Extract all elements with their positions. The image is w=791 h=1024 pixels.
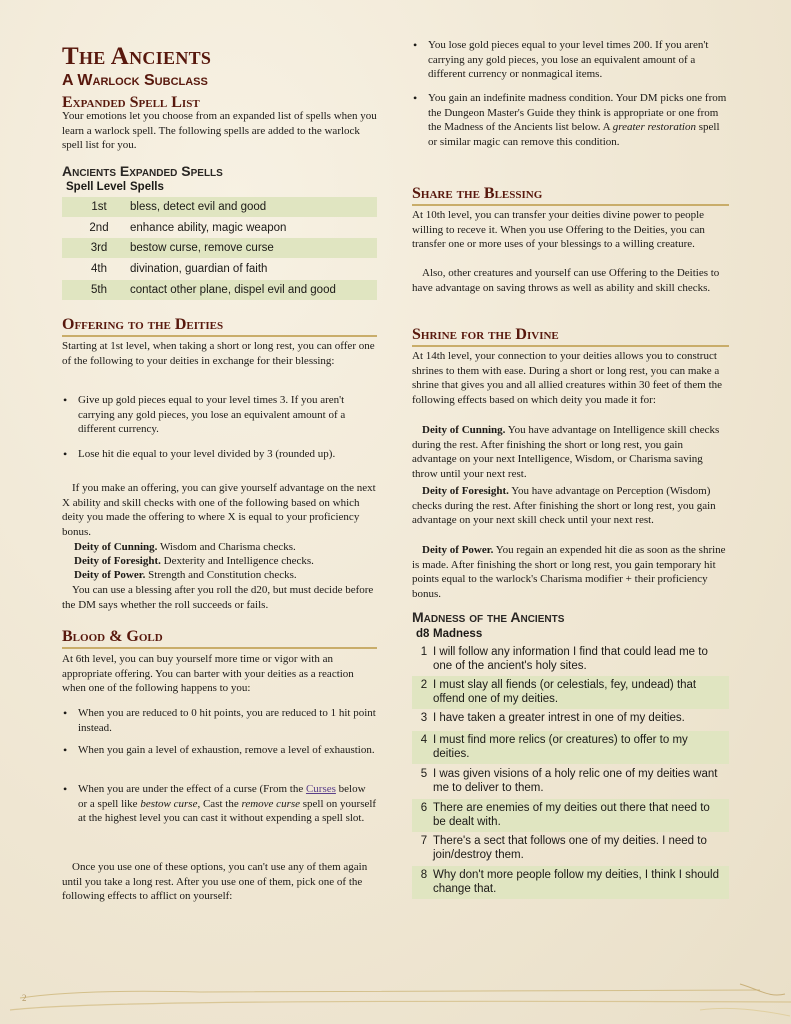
col-spells: Spells	[130, 181, 164, 193]
offering-deity-power: Deity of Power. Strength and Constitution checks.	[74, 569, 297, 581]
offering-bullet: • Give up gold pieces equal to your level times 3. If you aren't carrying any gold pieces, you lose an equivalent amount of a different currency.	[62, 393, 377, 437]
offering-deity-cunning: Deity of Cunning. Wisdom and Charisma checks.	[74, 541, 296, 553]
madness-number: 2	[420, 679, 428, 691]
offering-intro: Starting at 1st level, when taking a short or long rest, you can offer one of the following to your deities in exchange for their blessing:	[62, 340, 375, 367]
spell-row	[62, 197, 377, 217]
madness-row	[412, 765, 729, 798]
blood-gold-closing: Once you use one of these options, you can't use any of them again until you take a long rest. After you use one of them, pick one of the following effects to afflict on yourself:	[62, 861, 368, 902]
heading-rule	[412, 345, 729, 347]
madness-text: There's a sect that follows one of my deities. I need to join/destroy them.	[433, 835, 707, 861]
madness-row	[412, 731, 729, 764]
spell-row	[62, 238, 377, 258]
madness-text: Why don't more people follow my deities, I think I should change that.	[433, 869, 720, 895]
page-title: The Ancients	[62, 43, 212, 70]
madness-row	[412, 799, 729, 832]
madness-row	[412, 643, 729, 676]
spell-names: bestow curse, remove curse	[130, 242, 274, 254]
heading-rule	[62, 647, 377, 649]
page-number: 2	[22, 993, 27, 1003]
heading-shrine: Shrine for the Divine	[412, 326, 729, 347]
affliction-bullet: • You lose gold pieces equal to your level times 200. If you aren't carrying any gold pieces, you lose an equivalent amount of a different currency or nonmagical items.	[412, 38, 729, 82]
madness-text: I was given visions of a holy relic one of my deities want me to deliver to them.	[433, 768, 718, 794]
expanded-spell-list-text: Your emotions let you choose from an expanded list of spells when you learn a warlock spell. The following spells are added to the warlock spell list for you.	[62, 110, 377, 151]
spell-row	[62, 259, 377, 279]
spell-level: 2nd	[89, 222, 109, 234]
heading-madness-table: Madness of the Ancients	[412, 609, 565, 625]
heading-rule	[62, 335, 377, 337]
col-madness: Madness	[433, 628, 483, 640]
curses-link[interactable]: Curses	[305, 783, 336, 795]
spell-row	[62, 218, 377, 238]
col-spell-level: Spell Level	[66, 181, 127, 193]
heading-expanded-spell-list: Expanded Spell List	[62, 94, 200, 111]
blood-gold-bullet: • When you are reduced to 0 hit points, you are reduced to 1 hit point instead.	[62, 706, 377, 735]
share-paragraph-1: At 10th level, you can transfer your deities divine power to people willing to receve it. When you use Offering to the Deities, you can transfer one or more uses of your blessings to a willing creature.	[412, 209, 705, 250]
madness-number: 1	[420, 646, 428, 658]
spell-names: bless, detect evil and good	[130, 201, 267, 213]
spell-level: 4th	[91, 263, 107, 275]
madness-text: I will follow any information I find that could lead me to one of the ancient's holy sites.	[433, 646, 708, 672]
affliction-bullet: • You gain an indefinite madness condition. Your DM picks one from the Dungeon Master's Guide they think is appropriate or one from the Madness of the Ancients list below. A greater restoration spell or similar magic can remove this condition.	[412, 91, 729, 149]
spell-names: divination, guardian of faith	[130, 263, 268, 275]
col-d8: d8	[416, 628, 430, 640]
share-paragraph-2: Also, other creatures and yourself can use Offering to the Deities to have advantage on saving throws as well as ability and skill checks.	[412, 267, 720, 294]
blood-gold-bullet: • When you gain a level of exhaustion, remove a level of exhaustion.	[62, 743, 377, 758]
madness-row	[412, 866, 729, 899]
offering-closing: You can use a blessing after you roll the d20, but must decide before the DM says whether the roll succeeds or fails.	[62, 584, 374, 611]
madness-row	[412, 676, 729, 709]
spell-names: enhance ability, magic weapon	[130, 222, 287, 234]
shrine-deity-cunning: Deity of Cunning. You have advantage on Intelligence skill checks during the rest. After finishing the short or long rest, you gain advantage on your next Intelligence, Wisdom, or Charisma saving throw until your next rest.	[412, 424, 720, 480]
madness-number: 3	[420, 712, 428, 724]
spell-level: 3rd	[90, 242, 108, 254]
madness-text: I have taken a greater intrest in one of my deities.	[433, 712, 685, 724]
madness-number: 4	[420, 734, 428, 746]
madness-row	[412, 832, 729, 865]
shrine-deity-foresight: Deity of Foresight. You have advantage on Perception (Wisdom) checks during the rest. After finishing the short or long rest, you gain advantage on your next skill check until your next rest.	[412, 485, 716, 526]
offering-deity-foresight: Deity of Foresight. Dexterity and Intelligence checks.	[74, 555, 314, 567]
madness-number: 8	[420, 869, 428, 881]
heading-blood-gold: Blood & Gold	[62, 628, 377, 649]
shrine-intro: At 14th level, your connection to your deities allows you to construct shrines to them with ease. During a short or long rest, you can make a shrine that gives you and all allied creatures within 30 feet of them the following effects based on which deity you made it for:	[412, 350, 723, 406]
offering-paragraph: If you make an offering, you can give yourself advantage on the next X ability and skill checks with one of the following based on which deity you made the offering to where X is equal to your proficiency bonus.	[62, 482, 376, 538]
spell-names: contact other plane, dispel evil and good	[130, 284, 336, 296]
madness-row	[412, 709, 729, 729]
offering-bullet: • Lose hit die equal to your level divided by 3 (rounded up).	[62, 447, 377, 462]
heading-rule	[412, 204, 729, 206]
spell-row	[62, 280, 377, 300]
madness-number: 7	[420, 835, 428, 847]
madness-text: I must slay all fiends (or celestials, fey, undead) that offend one of my deities.	[433, 679, 697, 705]
spell-level: 5th	[91, 284, 107, 296]
heading-spells-table: Ancients Expanded Spells	[62, 163, 223, 179]
madness-text: There are enemies of my deities out there that need to be dealt with.	[433, 802, 710, 828]
heading-offering: Offering to the Deities	[62, 316, 377, 337]
madness-text: I must find more relics (or creatures) to offer to my deities.	[433, 734, 688, 760]
madness-number: 5	[420, 768, 428, 780]
blood-gold-intro: At 6th level, you can buy yourself more time or vigor with an appropriate offering. You can barter with your deities as a reaction when one of the following happens to you:	[62, 653, 354, 694]
heading-share-blessing: Share the Blessing	[412, 185, 729, 206]
spell-level: 1st	[91, 201, 107, 213]
page-subtitle: A Warlock Subclass	[62, 72, 208, 89]
shrine-deity-power: Deity of Power. You regain an expended hit die as soon as the shrine is made. After finishing the short or long rest, you gain temporary hit points equal to the warlock's Charisma modifier + their proficiency bonus.	[412, 544, 726, 600]
footer-ornament	[0, 980, 791, 1024]
blood-gold-bullet: • When you are under the effect of a curse (From the Curses below or a spell like bestow curse, Cast the remove curse spell on yourself at the highest level you can cast it without expending a spell slot.	[62, 782, 377, 826]
madness-number: 6	[420, 802, 428, 814]
